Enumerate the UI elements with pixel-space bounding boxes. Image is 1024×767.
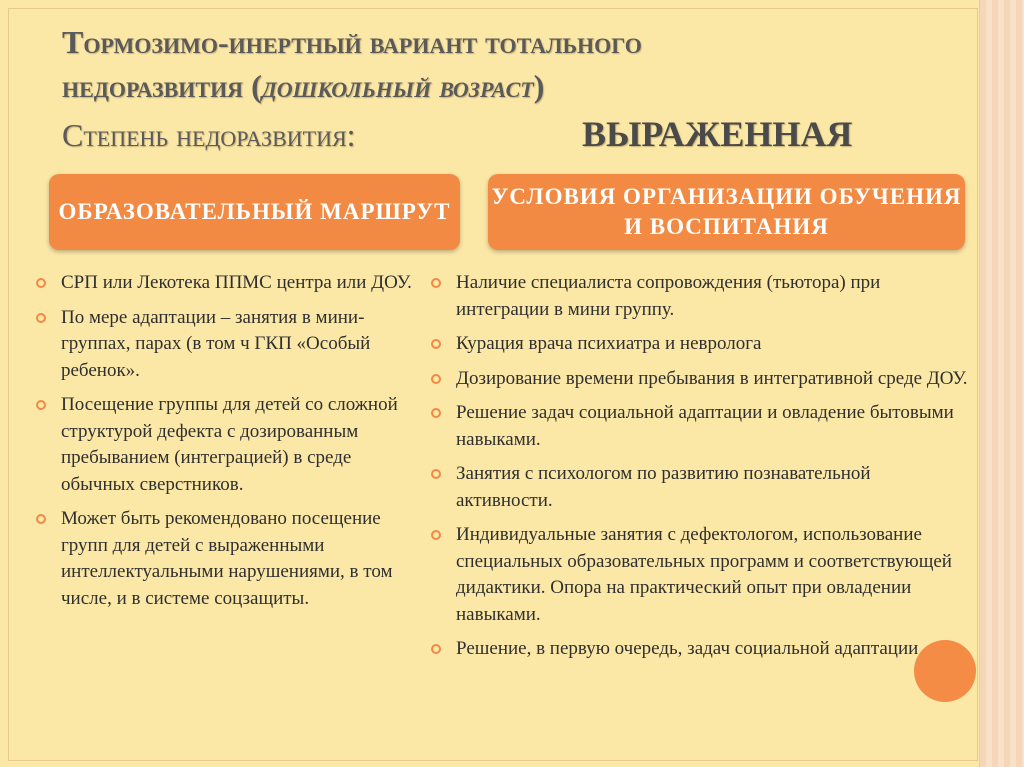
list-item-text: По мере адаптации – занятия в мини-группах, парах (в том ч ГКП «Особый ребенок». [61,306,371,381]
decorative-stripes [979,0,1024,767]
bullet-icon [431,339,441,349]
bullet-icon [431,278,441,288]
slide-title [62,20,952,157]
list-item [428,270,968,323]
list-item [428,636,968,663]
list-item [428,366,968,393]
list-item-text: Дозирование времени пребывания в интегративной среде ДОУ. [456,367,968,389]
title-age-italic: дошкольный возраст [261,68,534,104]
educational-route-header: ОБРАЗОВАТЕЛЬНЫЙ МАРШРУТ [49,174,460,250]
title-line-2-end: ) [533,68,545,104]
bullet-icon [36,400,46,410]
list-item [428,522,968,628]
title-line-1: Тормозимо-инертный вариант тотального [62,24,642,60]
bullet-icon [431,469,441,479]
list-item [33,506,419,612]
list-item-text: Курация врача психиатра и невролога [456,333,762,354]
list-item [33,305,419,385]
list-item [428,331,968,358]
list-item [33,392,419,498]
list-item-text: Решение, в первую очередь, задач социальной адаптации [456,638,919,659]
title-line-2-start: недоразвития ( [62,68,262,104]
bullet-icon [36,313,46,323]
list-item-text: СРП или Лекотека ППМС центра или ДОУ. [61,272,412,293]
list-item [428,400,968,453]
bullet-icon [431,374,441,384]
conditions-list [428,270,968,671]
bullet-icon [36,514,46,524]
list-item-text: Индивидуальные занятия с дефектологом, использование специальных образовательных программ и соответствующей дидактики. Опора на практический опыт при овладении навыками. [456,524,952,625]
educational-route-list [33,270,419,620]
degree-row [62,112,952,157]
decorative-circle [914,640,976,702]
list-item-text: Занятия с психологом по развитию познавательной активности. [456,463,871,511]
list-item [428,461,968,514]
list-item-text: Решение задач социальной адаптации и овладение бытовыми навыками. [456,402,954,450]
degree-value: ВЫРАЖЕННАЯ [582,114,853,154]
list-item-text: Посещение группы для детей со сложной структурой дефекта с дозированным пребыванием (интеграцией) в среде обычных сверстников. [61,394,398,495]
bullet-icon [431,530,441,540]
list-item-text: Может быть рекомендовано посещение групп для детей с выраженными интеллектуальными нарушениями, в том числе, и в системе соцзащиты. [61,508,393,609]
list-item-text: Наличие специалиста сопровождения (тьютора) при интеграции в мини группу. [456,272,881,320]
bullet-icon [431,408,441,418]
list-item [33,270,419,297]
bullet-icon [431,644,441,654]
title-line-2 [62,64,952,108]
degree-label: Степень недоразвития: [62,117,356,153]
bullet-icon [36,278,46,288]
conditions-header: УСЛОВИЯ ОРГАНИЗАЦИИ ОБУЧЕНИЯ И ВОСПИТАНИЯ [488,174,965,250]
